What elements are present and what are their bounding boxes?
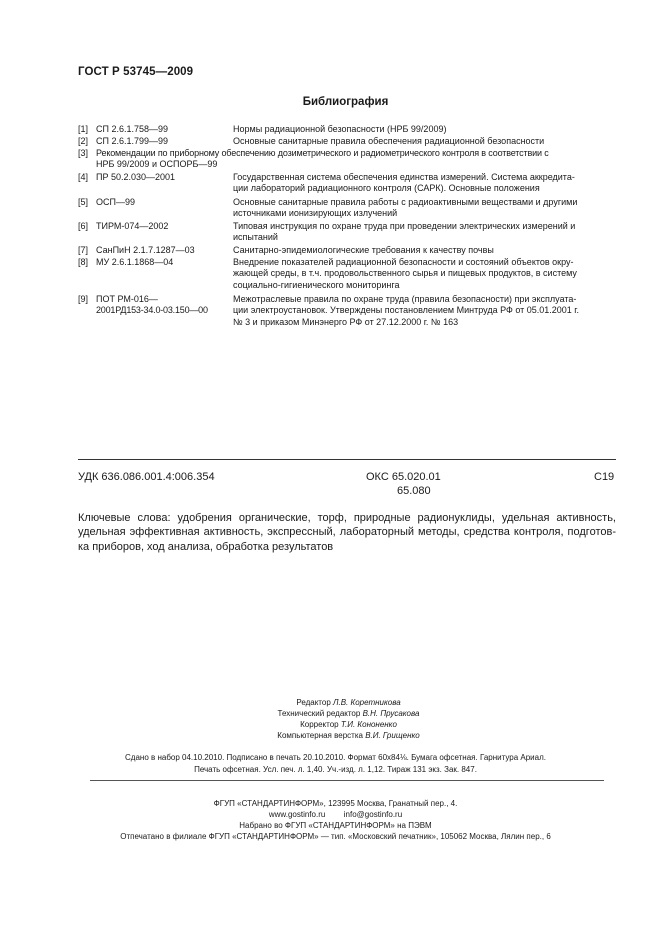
corrector-label: Корректор xyxy=(300,720,339,729)
item-title xyxy=(233,221,615,244)
item-code: ТИРМ-074—2002 xyxy=(96,221,169,231)
item-title-line: Основные санитарные правила обеспечения радиационной безопасности xyxy=(233,136,545,146)
udk-code: УДК 636.086.001.4:006.354 xyxy=(78,471,215,483)
item-code: СанПиН 2.1.7.1287—03 xyxy=(96,245,195,255)
publisher-email: info@gostinfo.ru xyxy=(343,810,403,819)
item-title-line: Нормы радиационной безопасности (НРБ 99/2009) xyxy=(233,124,447,134)
item-code xyxy=(96,294,236,317)
item-title-line: Межотраслевые правила по охране труда (правила безопасности) при эксплуата- xyxy=(233,294,577,304)
item-title-line: ции лабораторий радиационного контроля (САРК). Основные положения xyxy=(233,183,540,194)
tech-editor-label: Технический редактор xyxy=(277,709,361,718)
item-title xyxy=(96,148,616,171)
layout-name: В.И. Грищенко xyxy=(365,731,420,740)
bibliography-item xyxy=(78,294,616,329)
publisher-contacts xyxy=(0,809,661,820)
item-title-line: Государственная система обеспечения единства измерений. Система аккредита- xyxy=(233,172,575,182)
oks-code-secondary: 65.080 xyxy=(397,485,431,497)
layout-line xyxy=(0,730,661,741)
keywords: Ключевые слова: удобрения органические, торф, природные радионуклиды, удельная активность, удельная эффективная активность, экспрессный, лабораторный методы, средства контроля, подготов-ка приборов, ход анализа, обработка результатов xyxy=(78,512,616,553)
item-code: СП 2.6.1.758—99 xyxy=(96,124,169,134)
item-code: ОСП—99 xyxy=(96,197,135,207)
classification-code: С19 xyxy=(594,471,615,483)
item-title-line: НРБ 99/2009 и ОСПОРБ—99 xyxy=(96,159,218,170)
item-code-line: 2001РД153-34.0-03.150—00 xyxy=(96,305,208,316)
item-number: [8] xyxy=(78,257,89,267)
print-info-line: Печать офсетная. Усл. печ. л. 1,40. Уч.-изд. л. 1,12. Тираж 131 экз. Зак. 847. xyxy=(194,765,477,774)
tech-editor-line xyxy=(0,708,661,719)
bibliography-item xyxy=(78,245,616,257)
item-title xyxy=(233,245,615,256)
item-title-line: Санитарно-эпидемиологические требования к качеству почвы xyxy=(233,245,494,255)
item-code: ПР 50.2.030—2001 xyxy=(96,172,176,182)
bibliography-item xyxy=(78,197,616,220)
editor-line xyxy=(0,697,661,708)
printed-info: Отпечатано в филиале ФГУП «СТАНДАРТИНФОРМ» — тип. «Московский печатник», 105062 Москва, Лялин пер., 6 xyxy=(120,832,551,841)
item-title xyxy=(233,197,615,220)
footer-divider xyxy=(90,780,604,781)
item-title-line: Внедрение показателей радиационной безопасности и состояний объектов окру- xyxy=(233,257,574,267)
item-title-line: № 3 и приказом Минэнерго РФ от 27.12.2000 г. № 163 xyxy=(233,316,459,327)
publisher-address: ФГУП «СТАНДАРТИНФОРМ», 123995 Москва, Гранатный пер., 4. xyxy=(213,799,458,808)
oks-code: ОКС 65.020.01 xyxy=(366,471,441,483)
item-number: [3] xyxy=(78,148,89,158)
document-code: ГОСТ Р 53745—2009 xyxy=(78,66,194,78)
corrector-line xyxy=(0,719,661,730)
bibliography-item xyxy=(78,124,616,136)
bibliography-item xyxy=(78,148,616,171)
item-title xyxy=(233,257,615,291)
print-info-line: Сдано в набор 04.10.2010. Подписано в печать 20.10.2010. Формат 60х84⅛. Бумага офсетная. Гарнитура Ариал. xyxy=(125,753,546,762)
item-code-line: ПОТ РМ-016— xyxy=(96,294,158,304)
item-title-line: Основные санитарные правила работы с радиоактивными веществами и другими xyxy=(233,197,578,207)
item-title xyxy=(233,136,615,147)
item-title-line: жающей среды, в т.ч. продовольственного сырья и пищевых продуктов, в систему xyxy=(233,268,577,279)
bibliography-item xyxy=(78,136,616,148)
item-number: [7] xyxy=(78,245,89,255)
bibliography-item xyxy=(78,221,616,244)
item-number: [6] xyxy=(78,221,89,231)
section-divider xyxy=(78,459,616,460)
item-number: [5] xyxy=(78,197,89,207)
item-title xyxy=(233,294,615,328)
item-title-line: Рекомендации по приборному обеспечению дозиметрического и радиометрического контроля в соответствии с xyxy=(96,148,549,158)
editor-name: Л.В. Коретникова xyxy=(333,698,401,707)
item-number: [2] xyxy=(78,136,89,146)
item-number: [4] xyxy=(78,172,89,182)
bibliography-item xyxy=(78,257,616,292)
item-title xyxy=(233,124,615,135)
item-code: СП 2.6.1.799—99 xyxy=(96,136,169,146)
publisher-site: www.gostinfo.ru xyxy=(268,810,326,819)
editor-label: Редактор xyxy=(296,698,331,707)
typeset-info: Набрано во ФГУП «СТАНДАРТИНФОРМ» на ПЭВМ xyxy=(239,821,432,830)
item-title-line: испытаний xyxy=(233,232,278,243)
item-title xyxy=(233,172,615,195)
layout-label: Компьютерная верстка xyxy=(277,731,363,740)
item-title-line: ции электроустановок. Утверждены постановлением Минтруда РФ от 05.01.2001 г. xyxy=(233,305,579,316)
item-number: [1] xyxy=(78,124,89,134)
item-code: МУ 2.6.1.1868—04 xyxy=(96,257,174,267)
bibliography-title: Библиография xyxy=(302,96,389,108)
tech-editor-name: В.Н. Прусакова xyxy=(362,709,420,718)
item-title-line: Типовая инструкция по охране труда при проведении электрических измерений и xyxy=(233,221,576,231)
item-title-line: источниками ионизирующих излучений xyxy=(233,208,398,219)
item-number: [9] xyxy=(78,294,89,304)
item-title-line: социально-гигиенического мониторинга xyxy=(233,279,400,290)
bibliography-item xyxy=(78,172,616,195)
corrector-name: Т.И. Кононенко xyxy=(340,720,397,729)
